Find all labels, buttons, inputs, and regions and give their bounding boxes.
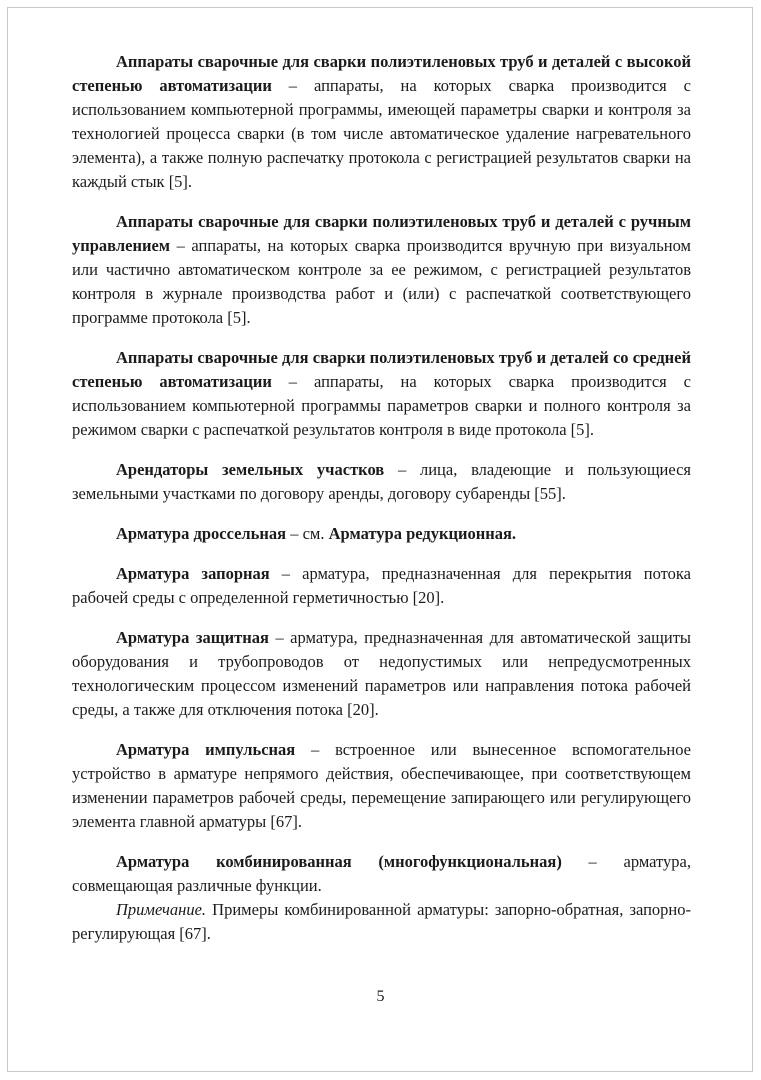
body-text: – аппараты, на которых сварка производится с использованием компьютерной программы параметров сварки и полного контроля за режимом сварки с распечаткой результатов контроля в виде протокола [5]. (72, 372, 691, 439)
term-bold: Арматура защитная (116, 628, 269, 647)
body-text: – арматура, совмещающая различные функции. (72, 852, 691, 895)
paragraph (72, 898, 691, 946)
note-label: Примечание. (116, 900, 207, 919)
term-bold: Арматура комбинированная (многофункциональная) (116, 852, 562, 871)
paragraph (72, 562, 691, 610)
term-bold: Арматура дроссельная (116, 524, 287, 543)
body-text: – встроенное или вынесенное вспомогательное устройство в арматуре непрямого действия, обеспечивающее, при соответствующем изменении параметров рабочей среды, перемещение запирающего или регулирующего элемента главной арматуры [67]. (72, 740, 692, 831)
body-text: – см. (286, 524, 329, 543)
page-number: 5 (376, 988, 385, 1005)
body-text: – арматура, предназначенная для перекрытия потока рабочей среды с определенной герметичностью [20]. (72, 564, 691, 607)
page-content (72, 50, 691, 946)
body-text: Примеры комбинированной арматуры: запорно-обратная, запорно-регулирующая [67]. (72, 900, 691, 943)
paragraph (72, 458, 691, 506)
body-text: – лица, владеющие и пользующиеся земельными участками по договору аренды, договору субаренды [55]. (72, 460, 692, 503)
paragraph (72, 626, 691, 722)
body-text: – арматура, предназначенная для автоматической защиты оборудования и трубопроводов от недопустимых или непредусмотренных технологическим процессом изменений параметров или направления потока рабочей среды, а также для отключения потока [20]. (72, 628, 691, 719)
paragraph (72, 738, 691, 834)
paragraph (72, 850, 691, 898)
term-bold: Аппараты сварочные для сварки полиэтиленовых труб и деталей со средней степенью автоматизации (72, 348, 691, 391)
paragraph (72, 346, 691, 442)
paragraph (72, 522, 691, 546)
paragraph (72, 50, 691, 194)
term-bold: Арматура запорная (116, 564, 270, 583)
body-text: – аппараты, на которых сварка производится вручную при визуальном или частично автоматическом контроле за ее режимом, с регистрацией результатов контроля в журнале производства работ и (или) с распечаткой соответствующего программе протокола [5]. (72, 236, 691, 327)
term-bold: Арматура импульсная (116, 740, 296, 759)
term-bold: Аппараты сварочные для сварки полиэтиленовых труб и деталей с высокой степенью автоматизации (72, 52, 691, 95)
term-bold: Арендаторы земельных участков (116, 460, 385, 479)
paragraph (72, 210, 691, 330)
term-bold: Арматура редукционная. (328, 524, 517, 543)
body-text: – аппараты, на которых сварка производится с использованием компьютерной программы, имеющей параметры сварки и контроля за технологией процесса сварки (в том числе автоматическое удаление нагревательного элемента), а также полную распечатку протокола с регистрацией результатов сварки на каждый стык [5]. (72, 76, 691, 191)
term-bold: Аппараты сварочные для сварки полиэтиленовых труб и деталей с ручным управлением (72, 212, 691, 255)
